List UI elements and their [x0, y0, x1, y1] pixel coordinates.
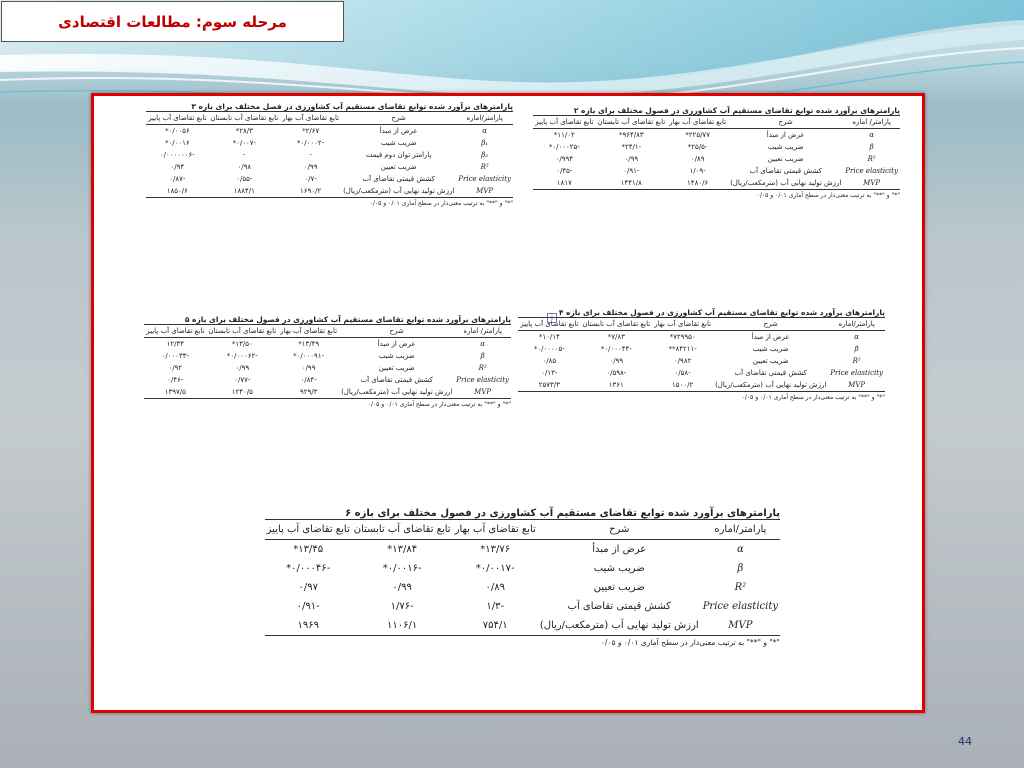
param-cell: Price elasticity — [830, 369, 883, 377]
value-cell: -۰/۸۴ — [300, 376, 317, 384]
table-row — [146, 161, 513, 173]
param-cell: β₂ — [481, 151, 489, 159]
value-cell: ۲۵۷۳/۳ — [518, 379, 580, 392]
column-header: شرح — [538, 520, 701, 540]
param-cell: MVP — [843, 177, 900, 190]
value-cell: -۰/۰۰۰۳۳ — [161, 352, 190, 360]
param-cell: R² — [734, 582, 747, 593]
table-row — [533, 129, 900, 142]
column-header: تابع تقاضای آب تابستان — [208, 112, 280, 125]
table-bazeh-6 — [266, 508, 780, 647]
table-row — [144, 362, 511, 374]
value-cell: ۰/۹۹ — [624, 155, 639, 163]
value-cell: -۰/۰۰۱۶* — [382, 563, 422, 574]
value-cell: -۰/۷ — [304, 175, 317, 183]
header-row — [265, 520, 780, 540]
value-cell: ۷۵۴/۱ — [453, 616, 538, 636]
param-cell: Price elasticity — [845, 167, 898, 175]
param-cell: β₁ — [481, 139, 489, 147]
column-header: تابع تقاضای آب تابستان — [580, 318, 652, 331]
value-cell: ۱۳۶۱ — [580, 379, 652, 392]
description-cell: ضریب شیب — [380, 139, 417, 147]
value-cell: ۷۲۹۹۵۰* — [669, 333, 696, 341]
column-header: تابع تقاضای آب پاییز — [518, 318, 580, 331]
table-note: "*" و "**" به ترتیب معنی‌دار در سطح آماری ۰/۰۱ و ۰/۰۵ — [369, 200, 513, 207]
description-cell: ضریب تعیین — [378, 364, 415, 372]
param-cell: MVP — [828, 379, 885, 392]
param-cell: Price elasticity — [456, 376, 509, 384]
value-cell: -۰/۵۵ — [236, 175, 253, 183]
column-header: تابع تقاضای آب تابستان — [206, 325, 278, 338]
description-cell: کشش قیمتی تقاضای آب — [749, 167, 822, 175]
param-cell: α — [854, 333, 859, 341]
value-cell: ۱۳/۴۹* — [298, 340, 320, 348]
value-cell: ۱۳/۷۶* — [480, 544, 511, 555]
param-cell: β — [480, 352, 485, 360]
param-cell: MVP — [701, 616, 780, 636]
description-cell: عرض از مبدأ — [377, 340, 416, 348]
value-cell: ۰/۹۹۴ — [555, 155, 574, 163]
data-table — [146, 111, 513, 198]
value-cell: -۸۴۲۱۱** — [668, 345, 697, 353]
value-cell: -۰/۰۰۰۲۵* — [548, 143, 580, 151]
value-cell: ۰/۹۹ — [301, 364, 316, 372]
description-cell: ارزش تولید نهایی آب (مترمکعب/ریال) — [341, 185, 456, 198]
description-cell: عرض از مبدأ — [751, 333, 790, 341]
column-header: شرح — [728, 116, 843, 129]
table-row — [518, 331, 885, 344]
table-row — [533, 141, 900, 153]
expand-icon: + — [548, 313, 556, 322]
value-cell: ۰/۸۹ — [690, 155, 705, 163]
description-cell: عرض از مبدأ — [379, 127, 418, 135]
column-header: تابع تقاضای آب بهار — [652, 318, 713, 331]
value-cell: ۱۴۸۰/۶ — [667, 177, 728, 190]
value-cell: ۰/۹۹ — [609, 357, 624, 365]
value-cell: ۱۵۰۰/۲ — [652, 379, 713, 392]
param-cell: β — [854, 345, 859, 353]
table-row — [533, 177, 900, 190]
table-bazeh-2 — [535, 106, 900, 199]
column-header: پارامتر/اماره — [828, 318, 885, 331]
description-cell: ضریب تعیین — [752, 357, 789, 365]
table-caption: پارامترهای برآورد شده توابع تقاضای مستقیم آب کشاورزی در فصول مختلف برای بازه ۶ — [345, 508, 780, 519]
table-note: "*" و "**" به ترتیب معنی‌دار در سطح آماری ۰/۰۱ و ۰/۰۵ — [367, 401, 511, 408]
param-cell: β — [869, 143, 874, 151]
value-cell: ۱۱۰۶/۱ — [352, 616, 453, 636]
table-row — [265, 578, 780, 597]
param-cell: α — [736, 544, 744, 555]
table-row — [518, 367, 885, 379]
param-cell: R² — [867, 155, 876, 163]
table-row — [518, 355, 885, 367]
column-header: پارامتر/اماره — [456, 112, 513, 125]
value-cell: ۱۲۴۰/۵ — [206, 386, 278, 399]
value-cell: ۰/۹۸ — [237, 163, 252, 171]
header-row — [146, 112, 513, 125]
table-bazeh-5 — [146, 315, 511, 408]
header-row — [533, 116, 900, 129]
table-caption: پارامترهای برآورد شده توابع تقاضای مستقیم آب کشاورزی در فصول مختلف برای بازه ۴ — [558, 308, 885, 317]
table-row — [144, 338, 511, 351]
column-header: تابع تقاضای آب پاییز — [533, 116, 595, 129]
column-header: تابع تقاضای آب بهار — [278, 325, 339, 338]
description-cell: کشش قیمتی تقاضای آب — [567, 601, 671, 612]
table-caption: پارامترهای برآورد شده توابع تقاضای مستقیم آب کشاورزی در فصول مختلف برای بازه ۵ — [184, 315, 511, 324]
description-cell: ارزش تولید نهایی آب (مترمکعب/ریال) — [339, 386, 454, 399]
value-cell: ۲۸/۳* — [235, 127, 253, 135]
table-caption: پارامترهای برآورد شده توابع تقاضای مستقیم آب کشاورزی در فصول مختلف برای بازه ۲ — [573, 106, 900, 115]
value-cell: -۱/۷۶ — [390, 601, 414, 612]
column-header: تابع تقاضای آب تابستان — [352, 520, 453, 540]
value-cell: ۱۳/۴۵* — [293, 544, 324, 555]
data-table — [265, 519, 780, 636]
data-table — [518, 317, 885, 392]
value-cell: ۰/۹۸۲ — [673, 357, 692, 365]
value-cell: ۱۱/۰۲* — [553, 131, 575, 139]
value-cell: -۲۵/۵* — [687, 143, 708, 151]
header-row — [144, 325, 511, 338]
value-cell: ۰/۸۹ — [485, 582, 505, 593]
slide-title: مرحله سوم: مطالعات اقتصادی — [1, 1, 344, 42]
description-cell: ضریب شیب — [378, 352, 415, 360]
table-note: "*" و "**" به ترتیب معنی‌دار در سطح آماری ۰/۰۱ و ۰/۰۵ — [756, 192, 900, 199]
column-header: شرح — [339, 325, 454, 338]
column-header: تابع تقاضای آب پاییز — [144, 325, 206, 338]
description-cell: کشش قیمتی تقاضای آب — [734, 369, 807, 377]
column-header: تابع تقاضای آب پاییز — [146, 112, 208, 125]
value-cell: -۰/۰۰۱۷* — [475, 563, 515, 574]
table-row — [533, 153, 900, 165]
value-cell: ۱۶۹۰/۲ — [280, 185, 341, 198]
table-row — [518, 379, 885, 392]
value-cell: -۲۴/۱* — [621, 143, 642, 151]
table-row — [533, 165, 900, 177]
value-cell: -۰/۱۳ — [541, 369, 558, 377]
value-cell: ۱۳/۸۴* — [387, 544, 418, 555]
header-row — [518, 318, 885, 331]
table-row — [518, 343, 885, 355]
param-cell: β — [737, 563, 744, 574]
column-header: تابع تقاضای آب بهار — [453, 520, 538, 540]
description-cell: عرض از مبدأ — [766, 131, 805, 139]
table-row — [146, 149, 513, 161]
data-table — [533, 115, 900, 190]
value-cell: -۰/۰۰۰۴۶* — [286, 563, 331, 574]
description-cell: عرض از مبدأ — [592, 544, 647, 555]
param-cell: Price elasticity — [702, 601, 778, 612]
column-header: پارامتر/اماره — [701, 520, 780, 540]
param-cell: α — [869, 131, 874, 139]
description-cell: پارامتر توان دوم قیمت — [365, 151, 432, 159]
value-cell: ۱۳۹۷/۵ — [144, 386, 206, 399]
description-cell: ضریب تعیین — [767, 155, 804, 163]
value-cell: -۰/۵۸ — [674, 369, 691, 377]
value-cell: - — [243, 151, 246, 159]
table-note: "*" و "**" به ترتیب معنی‌دار در سطح آماری ۰/۰۱ و ۰/۰۵ — [741, 394, 885, 401]
table-row — [144, 374, 511, 386]
value-cell: ۱۹۶۹ — [265, 616, 352, 636]
table-row — [144, 386, 511, 399]
column-header: تابع تقاضای آب پاییز — [265, 520, 352, 540]
description-cell: ضریب تعیین — [380, 163, 417, 171]
table-row — [146, 185, 513, 198]
value-cell: -۰/۸۷ — [169, 175, 186, 183]
description-cell: ضریب شیب — [593, 563, 645, 574]
value-cell: -۱/۰۹ — [689, 167, 706, 175]
value-cell: -۰/۰۰۰۴۴* — [600, 345, 632, 353]
value-cell: ۲۲۵/۷۷* — [685, 131, 710, 139]
table-row — [144, 350, 511, 362]
value-cell: ۱۴۴۱/۸ — [595, 177, 667, 190]
param-cell: R² — [478, 364, 487, 372]
description-cell: ضریب تعیین — [593, 582, 645, 593]
table-caption: پارامترهای برآورد شده توابع تقاضای مستقیم آب کشاورزی در فصل مختلف برای بازه ۳ — [191, 102, 513, 111]
description-cell: ارزش تولید نهایی آب (مترمکعب/ریال) — [728, 177, 843, 190]
data-table — [144, 324, 511, 399]
param-cell: α — [480, 340, 485, 348]
value-cell: ۱۲/۳۴ — [166, 340, 185, 348]
value-cell: -۰/۰۰۰۰۵* — [533, 345, 565, 353]
value-cell: ۹۲۹/۳ — [278, 386, 339, 399]
table-bazeh-4 — [520, 308, 885, 401]
value-cell: ۷/۸۳* — [607, 333, 625, 341]
value-cell: ۱۸۵۰/۶ — [146, 185, 208, 198]
description-cell: کشش قیمتی تقاضای آب — [360, 376, 433, 384]
value-cell: -۰/۰۰۰۲* — [297, 139, 325, 147]
value-cell: -۰/۹۱ — [296, 601, 320, 612]
table-row — [265, 559, 780, 578]
value-cell: ۰/۹۹ — [303, 163, 318, 171]
value-cell: -۰/۰۰۷* — [232, 139, 257, 147]
param-cell: R² — [852, 357, 861, 365]
value-cell: ۱۰/۱۴* — [538, 333, 560, 341]
value-cell: ۰/۸۵ — [542, 357, 557, 365]
table-note: "*" و "**" به ترتیب معنی‌دار در سطح آماری ۰/۰۱ و ۰/۰۵ — [600, 638, 780, 647]
table-row — [146, 173, 513, 185]
param-cell: MVP — [454, 386, 511, 399]
value-cell: -۱/۳ — [486, 601, 505, 612]
description-cell: ارزش تولید نهایی آب (مترمکعب/ریال) — [538, 616, 701, 636]
column-header: پارامتر/ اماره — [454, 325, 511, 338]
value-cell: ۰/۹۲ — [168, 364, 183, 372]
value-cell: - — [309, 151, 312, 159]
value-cell: -۰/۰۰۰۹۱* — [293, 352, 325, 360]
value-cell: ۰/۰۰۵۶* — [164, 127, 190, 135]
table-row — [146, 137, 513, 149]
description-cell: ارزش تولید نهایی آب (مترمکعب/ریال) — [713, 379, 828, 392]
column-header: شرح — [341, 112, 456, 125]
description-cell: ضریب شیب — [767, 143, 804, 151]
value-cell: -۰/۷۷ — [234, 376, 251, 384]
param-cell: α — [482, 127, 487, 135]
value-cell: -۰/۰۰۰۶۲* — [226, 352, 258, 360]
value-cell: -۰/۵۹۸ — [606, 369, 627, 377]
table-row — [265, 616, 780, 636]
column-header: تابع تقاضای آب بهار — [667, 116, 728, 129]
value-cell: ۰/۹۹ — [235, 364, 250, 372]
table-row — [146, 125, 513, 138]
page-number: 44 — [958, 735, 972, 748]
value-cell: ۲/۶۷* — [302, 127, 320, 135]
table-bazeh-3 — [148, 102, 513, 207]
table-row — [265, 540, 780, 560]
value-cell: ۱۸۸۴/۱ — [208, 185, 280, 198]
param-cell: R² — [480, 163, 489, 171]
value-cell: ۰/۹۹ — [392, 582, 412, 593]
value-cell: -۰/۰۰۰۰۰۰۶ — [159, 151, 195, 159]
description-cell: ضریب شیب — [752, 345, 789, 353]
value-cell: ۰/۹۴ — [170, 163, 185, 171]
column-header: شرح — [713, 318, 828, 331]
value-cell: ۰/۰۰۱۶* — [164, 139, 190, 147]
value-cell: -۰/۴۶ — [167, 376, 184, 384]
table-row — [265, 597, 780, 616]
value-cell: -۰/۴۵ — [556, 167, 573, 175]
column-header: تابع تقاضای آب تابستان — [595, 116, 667, 129]
param-cell: MVP — [456, 185, 513, 198]
column-header: تابع تقاضای آب بهار — [280, 112, 341, 125]
param-cell: Price elasticity — [458, 175, 511, 183]
column-header: پارامتر/ اماره — [843, 116, 900, 129]
value-cell: ۱۳/۵۰* — [231, 340, 253, 348]
value-cell: ۱۸۱۷ — [533, 177, 595, 190]
value-cell: ۰/۹۷ — [298, 582, 318, 593]
value-cell: ۹۶۴/۸۳* — [618, 131, 644, 139]
description-cell: کشش قیمتی تقاضای آب — [362, 175, 435, 183]
value-cell: -۰/۹۱ — [623, 167, 640, 175]
